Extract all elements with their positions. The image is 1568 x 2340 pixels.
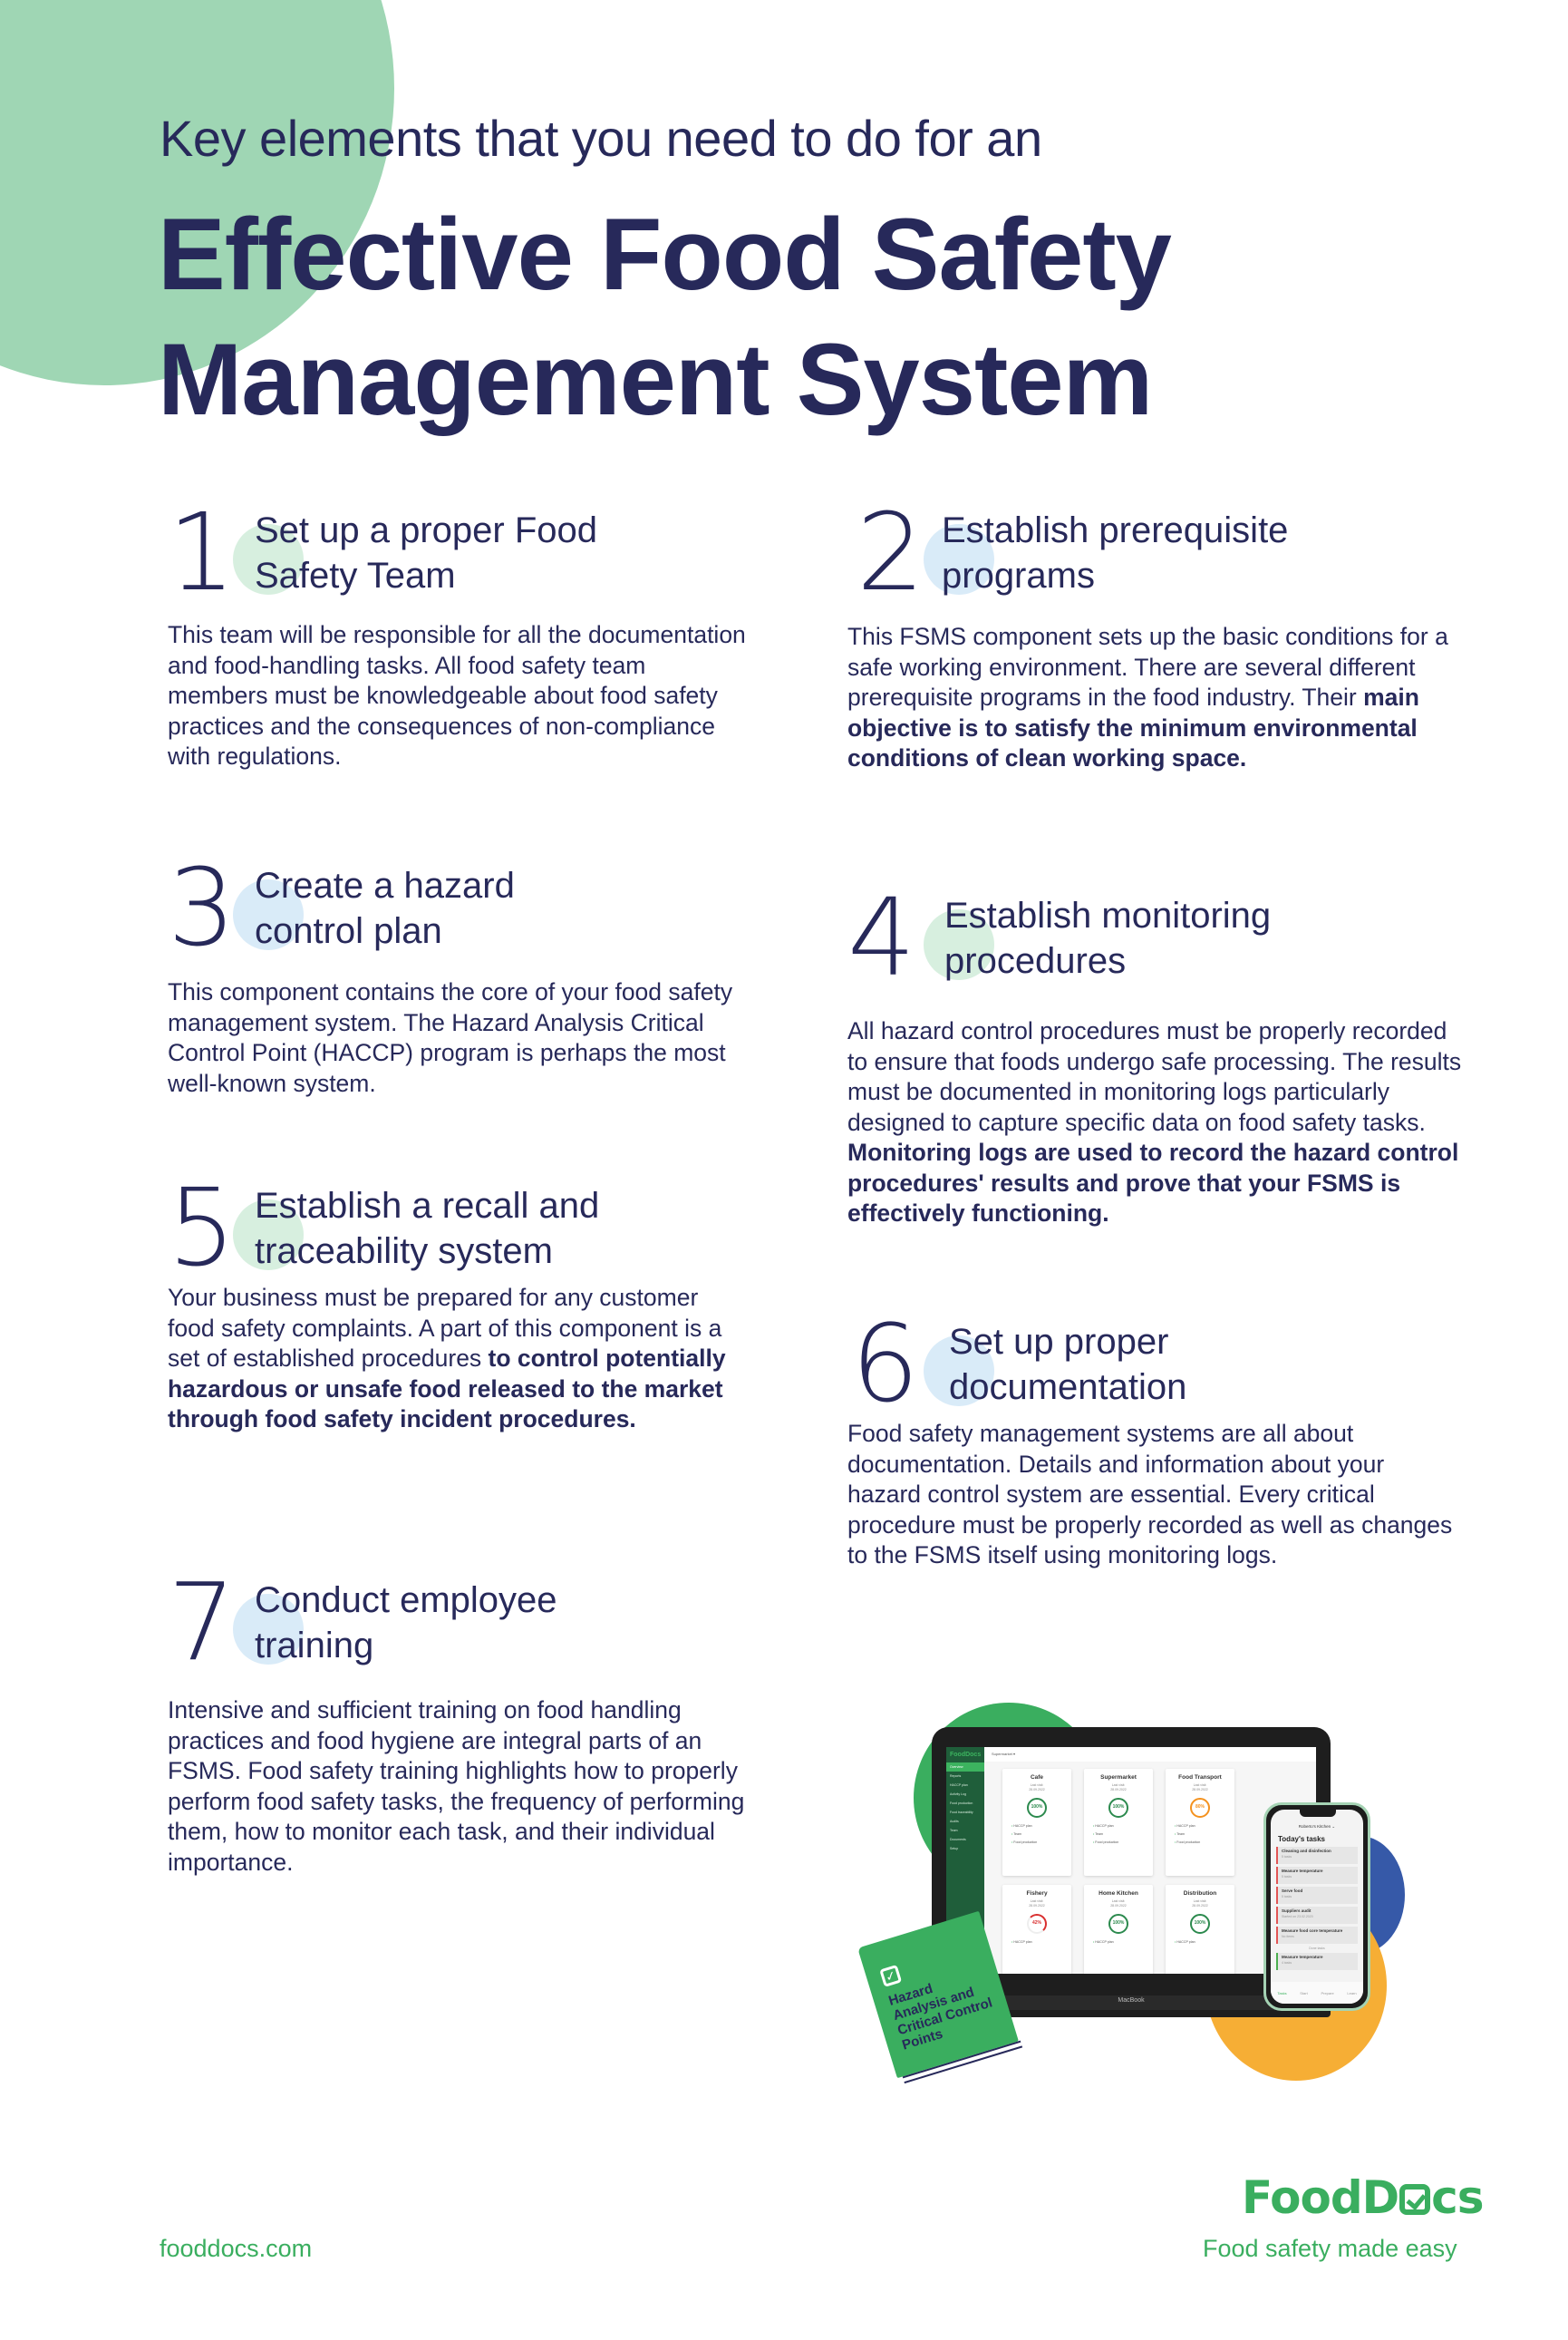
section-body: All hazard control procedures must be properly recorded to ensure that foods undergo safe processing. The results must be documented in monitoring logs particularly designed to capture specific data on food safety tasks. Monitoring logs are used to record the hazard control procedures' results and prove that your FSMS is effectively functioning. xyxy=(847,1017,1462,1227)
done-tasks-label: Done tasks xyxy=(1309,1947,1325,1950)
section-title: Set up proper documentation xyxy=(949,1322,1187,1407)
progress-ring: 100% xyxy=(1108,1914,1128,1934)
phone-mockup xyxy=(1263,1802,1370,2011)
section-body: This component contains the core of your food safety management system. The Hazard Analysis Critical Control Point (HACCP) program is perhaps the most well-known system. xyxy=(168,978,733,1097)
section-number: 2 xyxy=(857,490,925,615)
section-body: Intensive and sufficient training on food handling practices and food hygiene are integral parts of an FSMS. Food safety training highlights how to properly perform food safety tasks, the frequency of performing them, how to monitor each task, and their individual importance. xyxy=(168,1696,745,1876)
phone-location: Roberto's Kitchen ⌄ xyxy=(1298,1824,1336,1829)
section-number: 4 xyxy=(847,875,916,1000)
progress-ring: 100% xyxy=(1027,1798,1047,1818)
phone-title: Today's tasks xyxy=(1278,1835,1325,1843)
title-line-1: Effective Food Safety xyxy=(158,198,1171,311)
nav-overview: Overview xyxy=(946,1762,984,1772)
location-card: Fishery Last visit: 28.09.2022 42% • HACCP plan xyxy=(1002,1885,1071,1974)
section-title: Establish prerequisite programs xyxy=(942,510,1289,596)
task-item: Suppliers audit Started on 23.02.2020 xyxy=(1276,1907,1358,1924)
section-1 xyxy=(168,490,748,772)
page-subtitle: Key elements that you need to do for an xyxy=(160,110,1042,167)
website-link[interactable]: fooddocs.com xyxy=(160,2235,313,2262)
nav-audits: Audits xyxy=(950,1820,959,1823)
progress-ring: 100% xyxy=(1190,1914,1210,1934)
nav-documents: Documents xyxy=(950,1838,966,1841)
nav-haccp-plan: HACCP plan xyxy=(950,1783,968,1787)
task-item: Measure temperature 5 tasks xyxy=(1276,1867,1358,1884)
page-title xyxy=(158,192,1171,442)
tagline: Food safety made easy xyxy=(1203,2235,1457,2262)
section-number: 5 xyxy=(168,1165,237,1290)
location-card: Supermarket Last visit: 28.09.2022 100% • HACCP plan • Team • Food production xyxy=(1084,1769,1153,1876)
nav-food-traceability: Food traceability xyxy=(950,1811,973,1814)
section-title: Create a hazard control plan xyxy=(255,866,515,951)
nav-team: Team xyxy=(950,1829,958,1832)
section-4 xyxy=(847,875,1464,1229)
title-line-2: Management System xyxy=(158,323,1153,436)
section-title: Conduct employee training xyxy=(255,1580,557,1665)
progress-ring: 100% xyxy=(1108,1798,1128,1818)
section-number: 3 xyxy=(168,845,237,970)
nav-setup: Setup xyxy=(950,1847,959,1850)
section-number: 6 xyxy=(851,1301,920,1426)
section-number: 7 xyxy=(168,1559,237,1685)
tab-start: Start xyxy=(1300,1990,1308,1995)
task-item: Serve food 5 tasks xyxy=(1276,1887,1358,1904)
nav-reports: Reports xyxy=(950,1774,962,1778)
app-topbar: Supermarket ▾ xyxy=(984,1747,1316,1762)
section-body: Food safety management systems are all about documentation. Details and information about your hazard control system are essential. Every critical procedure must be properly recorded as well as changes to the FSMS itself using monitoring logs. xyxy=(847,1420,1453,1568)
section-5 xyxy=(168,1165,748,1435)
location-card: Distribution Last visit: 28.09.2022 100% • HACCP plan xyxy=(1166,1885,1234,1974)
nav-activity-log: Activity Log xyxy=(950,1792,966,1796)
section-body: This FSMS component sets up the basic conditions for a safe working environment. There are several different prerequisite programs in the food industry. Their main objective is to satisfy the minimum environmental conditions of clean working space. xyxy=(847,623,1448,772)
book-title: Hazard Analysis and Critical Control Points xyxy=(886,1980,994,2054)
phone-screen xyxy=(1271,1810,1363,2004)
section-title: Establish a recall and traceability system xyxy=(255,1186,600,1271)
task-item: Measure food core temperature No items xyxy=(1276,1927,1358,1944)
app-brand: FoodDocs xyxy=(950,1752,982,1758)
tab-tasks: Tasks xyxy=(1277,1990,1287,1995)
location-card: Food Transport Last visit: 28.09.2022 80% • HACCP plan • Team • Food production xyxy=(1166,1769,1234,1876)
laptop-base: MacBook xyxy=(923,1995,1340,2010)
section-6 xyxy=(847,1301,1464,1571)
section-7 xyxy=(168,1559,748,1878)
section-body: This team will be responsible for all the documentation and food-handling tasks. All food safety team members must be knowledgeable about food safety practices and the consequences of non-compliance with regulations. xyxy=(168,621,746,770)
check-icon xyxy=(1399,2184,1430,2215)
tab-learn: Learn xyxy=(1347,1990,1357,1995)
fooddocs-logo: FoodD cs xyxy=(1242,2171,1484,2224)
section-title: Set up a proper Food Safety Team xyxy=(255,510,598,596)
done-task-item: Measure temperature 4 tasks xyxy=(1276,1953,1358,1970)
task-item: Cleaning and disinfection 5 tasks xyxy=(1276,1847,1358,1864)
checkbox-icon: ✓ xyxy=(879,1965,902,1987)
location-select: Supermarket xyxy=(992,1752,1012,1756)
phone-tab-bar xyxy=(1271,1982,1363,2004)
laptop-screen xyxy=(946,1747,1316,1974)
location-cards xyxy=(1002,1769,1234,1974)
section-title: Establish monitoring procedures xyxy=(944,896,1272,981)
phone-notch xyxy=(1300,1810,1336,1817)
section-body: Your business must be prepared for any customer food safety complaints. A part of this component is a set of established procedures to control potentially hazardous or unsafe food released to the market through food safety incident procedures. xyxy=(168,1284,726,1432)
location-card: Cafe Last visit: 28.09.2022 100% • HACCP plan • Team • Food production xyxy=(1002,1769,1071,1876)
location-card: Home Kitchen Last visit: 28.09.2022 100% • HACCP plan xyxy=(1084,1885,1153,1974)
section-3 xyxy=(168,845,748,1099)
section-2 xyxy=(847,490,1464,774)
nav-food-production: Food production xyxy=(950,1801,973,1805)
section-number: 1 xyxy=(168,490,237,615)
product-illustration xyxy=(870,1686,1414,2085)
progress-ring: 42% xyxy=(1027,1914,1047,1934)
progress-ring: 80% xyxy=(1190,1798,1210,1818)
tab-prepare: Prepare xyxy=(1321,1990,1334,1995)
